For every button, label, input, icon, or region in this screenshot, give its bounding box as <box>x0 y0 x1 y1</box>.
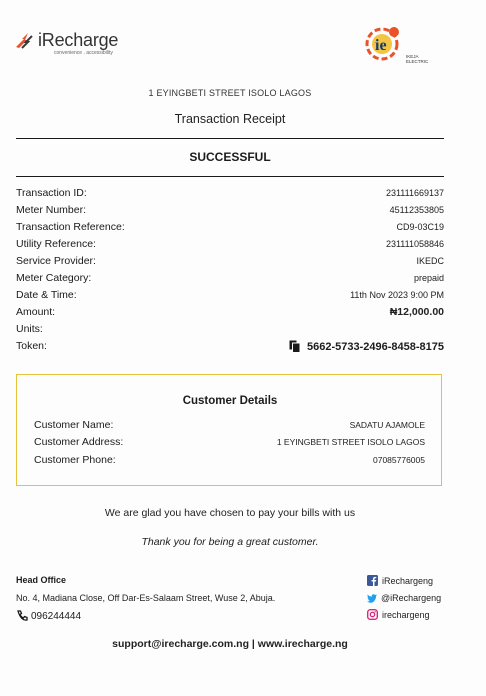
customer-phone-value: 07085776005 <box>372 455 425 465</box>
service-provider-label: Service Provider: <box>16 255 96 267</box>
status-badge: SUCCESSFUL <box>189 150 271 164</box>
facebook-handle[interactable]: iRechargeng <box>382 575 434 586</box>
ikeja-electric-emblem-icon <box>358 22 406 64</box>
head-office-label: Head Office <box>16 575 67 585</box>
glad-message: We are glad you have chosen to pay your bills with us <box>104 507 356 519</box>
meter-category-value: prepaid <box>413 273 444 283</box>
token-row <box>289 340 444 353</box>
service-provider-value: IKEDC <box>416 256 444 266</box>
twitter-handle[interactable]: @iRechargeng <box>381 593 442 603</box>
irecharge-bolt-icon <box>14 31 36 49</box>
transaction-reference-value: CD9-03C19 <box>396 222 444 232</box>
date-time-value: 11th Nov 2023 9:00 PM <box>350 290 444 300</box>
header-address: 1 EYINGBETI STREET ISOLO LAGOS <box>148 88 312 98</box>
transaction-reference-label: Transaction Reference: <box>16 221 125 233</box>
meter-number-value: 45112353805 <box>389 205 444 215</box>
customer-details-title: Customer Details <box>182 395 278 407</box>
units-label: Units: <box>16 323 43 335</box>
copy-icon[interactable] <box>289 340 301 353</box>
instagram-link[interactable] <box>367 609 430 620</box>
utility-reference-value: 231111058846 <box>385 239 444 249</box>
amount-value: ₦12,000.00 <box>389 306 444 318</box>
customer-address-label: Customer Address: <box>34 436 124 448</box>
customer-name-label: Customer Name: <box>34 419 114 431</box>
phone-number: 096244444 <box>31 610 82 622</box>
token-value: 5662-5733-2496-8458-8175 <box>306 340 444 353</box>
footer-links[interactable]: support@irecharge.com.ng | www.irecharge.ng <box>112 638 348 650</box>
ikeja-electric-text: IKEJA ELECTRIC <box>406 54 429 64</box>
facebook-icon <box>367 575 378 586</box>
divider <box>16 176 444 177</box>
irecharge-tagline: convenience . accessibility <box>54 50 113 56</box>
phone-icon <box>16 610 29 622</box>
facebook-link[interactable] <box>367 575 433 586</box>
customer-details-box <box>16 374 442 486</box>
customer-phone-label: Customer Phone: <box>34 454 116 466</box>
customer-name-value: SADATU AJAMOLE <box>349 420 425 430</box>
ikeja-electric-logo <box>356 20 436 66</box>
transaction-id-label: Transaction ID: <box>16 187 87 199</box>
instagram-icon <box>367 609 378 620</box>
head-office-address: No. 4, Madiana Close, Off Dar-Es-Salaam Street, Wuse 2, Abuja. <box>16 593 276 603</box>
meter-number-label: Meter Number: <box>16 204 87 216</box>
svg-text:ie: ie <box>375 37 387 54</box>
instagram-handle[interactable]: irechargeng <box>382 609 430 620</box>
thanks-message: Thank you for being a great customer. <box>141 536 319 548</box>
token-label: Token: <box>16 340 47 352</box>
irecharge-logo <box>14 28 134 58</box>
meter-category-label: Meter Category: <box>16 272 92 284</box>
head-office-phone <box>16 610 81 622</box>
customer-address-value: 1 EYINGBETI STREET ISOLO LAGOS <box>276 437 425 447</box>
twitter-link[interactable] <box>367 593 441 603</box>
amount-label: Amount: <box>16 306 56 318</box>
irecharge-brand-name: iRecharge <box>38 30 119 50</box>
transaction-id-value: 231111669137 <box>385 188 444 198</box>
date-time-label: Date & Time: <box>16 289 77 301</box>
twitter-icon <box>367 594 377 603</box>
utility-reference-label: Utility Reference: <box>16 238 96 250</box>
page-title: Transaction Receipt <box>174 112 286 126</box>
divider <box>16 138 444 139</box>
